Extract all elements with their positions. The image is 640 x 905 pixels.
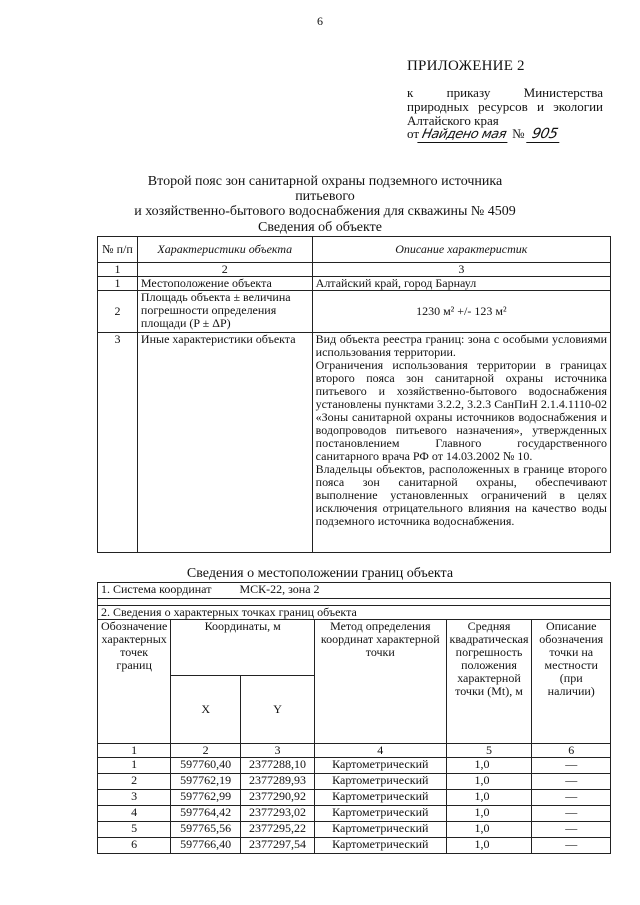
point-method: Картометрический [315, 838, 446, 854]
object-table-numbering [98, 263, 611, 277]
table-row [98, 277, 611, 291]
point-description: — [532, 838, 611, 854]
header-error: Средняя квадратическая погрешность положения характерной точки (Mt), м [446, 620, 532, 744]
point-description: — [532, 774, 611, 790]
date-prefix: от [407, 126, 420, 141]
point-method: Картометрический [315, 806, 446, 822]
table-row [98, 758, 611, 774]
header-x: X [171, 676, 241, 744]
appendix-text: к приказу Министерства природных ресурсов и экологии Алтайского края [407, 85, 603, 128]
row-characteristic: Местоположение объекта [137, 277, 312, 291]
point-mt: 1,0 [446, 774, 532, 790]
header-point-description: Описание обозначения точки на местности (при наличии) [532, 620, 611, 744]
object-info-table [97, 236, 611, 553]
point-id: 5 [98, 822, 171, 838]
location-info-table [97, 582, 611, 854]
row-description [312, 333, 610, 553]
col-number: 1 [98, 263, 138, 277]
table-row [98, 333, 611, 553]
col-number: 1 [98, 744, 171, 758]
point-mt: 1,0 [446, 838, 532, 854]
point-mt: 1,0 [446, 806, 532, 822]
appendix-title: ПРИЛОЖЕНИЕ 2 [407, 58, 525, 74]
header-description: Описание характеристик [312, 237, 610, 263]
point-y: 2377290,92 [241, 790, 315, 806]
point-method: Картометрический [315, 790, 446, 806]
coord-system-value: МСК-22, зона 2 [239, 582, 320, 596]
point-x: 597766,40 [171, 838, 241, 854]
number-prefix: № [512, 126, 525, 141]
header-num: № п/п [98, 237, 138, 263]
point-y: 2377288,10 [241, 758, 315, 774]
header-method: Метод определения координат характерной точки [315, 620, 446, 744]
col-number: 5 [446, 744, 532, 758]
point-description: — [532, 822, 611, 838]
table-row [98, 822, 611, 838]
desc-paragraph-2: Ограничения использования территории в границах второго пояса зон санитарной охраны источника питьевого и хозяйственно-бытового водоснабжения установлены пунктами 3.2.2, 3.2.3 СанПиН 2.1.4.1110-02 «Зоны санитарной охраны источников водоснабжения и водопроводов питьевого назначения», утвержденных постановлением Главного государственного санитарного врача РФ от 14.03.2002 № 10. [315, 358, 607, 463]
coord-system [98, 583, 611, 599]
row-characteristic: Площадь объекта ± величина погрешности определения площади (P ± ΔP) [137, 291, 312, 333]
object-section-title: Сведения об объекте [258, 220, 382, 235]
table-row [98, 838, 611, 854]
table-row [98, 774, 611, 790]
header-coordinates: Координаты, м [171, 620, 315, 676]
row-num: 1 [98, 277, 138, 291]
point-id: 2 [98, 774, 171, 790]
points-label-row [98, 606, 611, 620]
point-description: — [532, 758, 611, 774]
handwritten-date: Найдено мая [417, 127, 510, 143]
point-x: 597762,99 [171, 790, 241, 806]
point-x: 597764,42 [171, 806, 241, 822]
point-x: 597760,40 [171, 758, 241, 774]
point-id: 1 [98, 758, 171, 774]
header-y: Y [241, 676, 315, 744]
col-number: 6 [532, 744, 611, 758]
col-number: 4 [315, 744, 446, 758]
table-row [98, 291, 611, 333]
point-method: Картометрический [315, 758, 446, 774]
table-row [98, 790, 611, 806]
point-method: Картометрический [315, 822, 446, 838]
table-row [98, 806, 611, 822]
point-x: 597765,56 [171, 822, 241, 838]
point-method: Картометрический [315, 774, 446, 790]
col-number: 2 [171, 744, 241, 758]
appendix-date-line [407, 126, 561, 143]
coord-system-label: 1. Система координат [101, 582, 212, 596]
point-mt: 1,0 [446, 822, 532, 838]
points-label: 2. Сведения о характерных точках границ объекта [98, 606, 611, 620]
object-table-header [98, 237, 611, 263]
handwritten-number: 905 [526, 126, 563, 143]
desc-paragraph-1: Вид объекта реестра границ: зона с особыми условиями использования территории. [315, 332, 607, 359]
point-y: 2377295,22 [241, 822, 315, 838]
point-y: 2377289,93 [241, 774, 315, 790]
page-number: 6 [317, 14, 323, 28]
coord-system-row [98, 583, 611, 599]
point-id: 6 [98, 838, 171, 854]
header-characteristic: Характеристики объекта [137, 237, 312, 263]
header-designation: Обозначение характерных точек границ [98, 620, 171, 744]
col-number: 3 [241, 744, 315, 758]
row-description: 1230 м² +/- 123 м² [312, 291, 610, 333]
point-description: — [532, 806, 611, 822]
point-id: 3 [98, 790, 171, 806]
row-num: 3 [98, 333, 138, 553]
location-section-title: Сведения о местоположении границ объекта [186, 566, 454, 581]
point-x: 597762,19 [171, 774, 241, 790]
point-id: 4 [98, 806, 171, 822]
points-numbering-row [98, 744, 611, 758]
col-number: 2 [137, 263, 312, 277]
document-title-line-2: и хозяйственно-бытового водоснабжения для скважины № 4509 [134, 204, 516, 219]
point-mt: 1,0 [446, 758, 532, 774]
row-description: Алтайский край, город Барнаул [312, 277, 610, 291]
desc-paragraph-3: Владельцы объектов, расположенных в границе второго пояса зон санитарной охраны, обеспечивают выполнение установленных ограничений в целях исключения отрицательного влияния на качество воды подземного источника водоснабжения. [315, 462, 607, 528]
point-y: 2377297,54 [241, 838, 315, 854]
row-num: 2 [98, 291, 138, 333]
point-y: 2377293,02 [241, 806, 315, 822]
point-description: — [532, 790, 611, 806]
col-number: 3 [312, 263, 610, 277]
document-title-line-1: Второй пояс зон санитарной охраны подземного источника питьевого [147, 174, 503, 204]
point-mt: 1,0 [446, 790, 532, 806]
row-characteristic: Иные характеристики объекта [137, 333, 312, 553]
document-title [120, 174, 530, 219]
points-header-row-1 [98, 620, 611, 676]
